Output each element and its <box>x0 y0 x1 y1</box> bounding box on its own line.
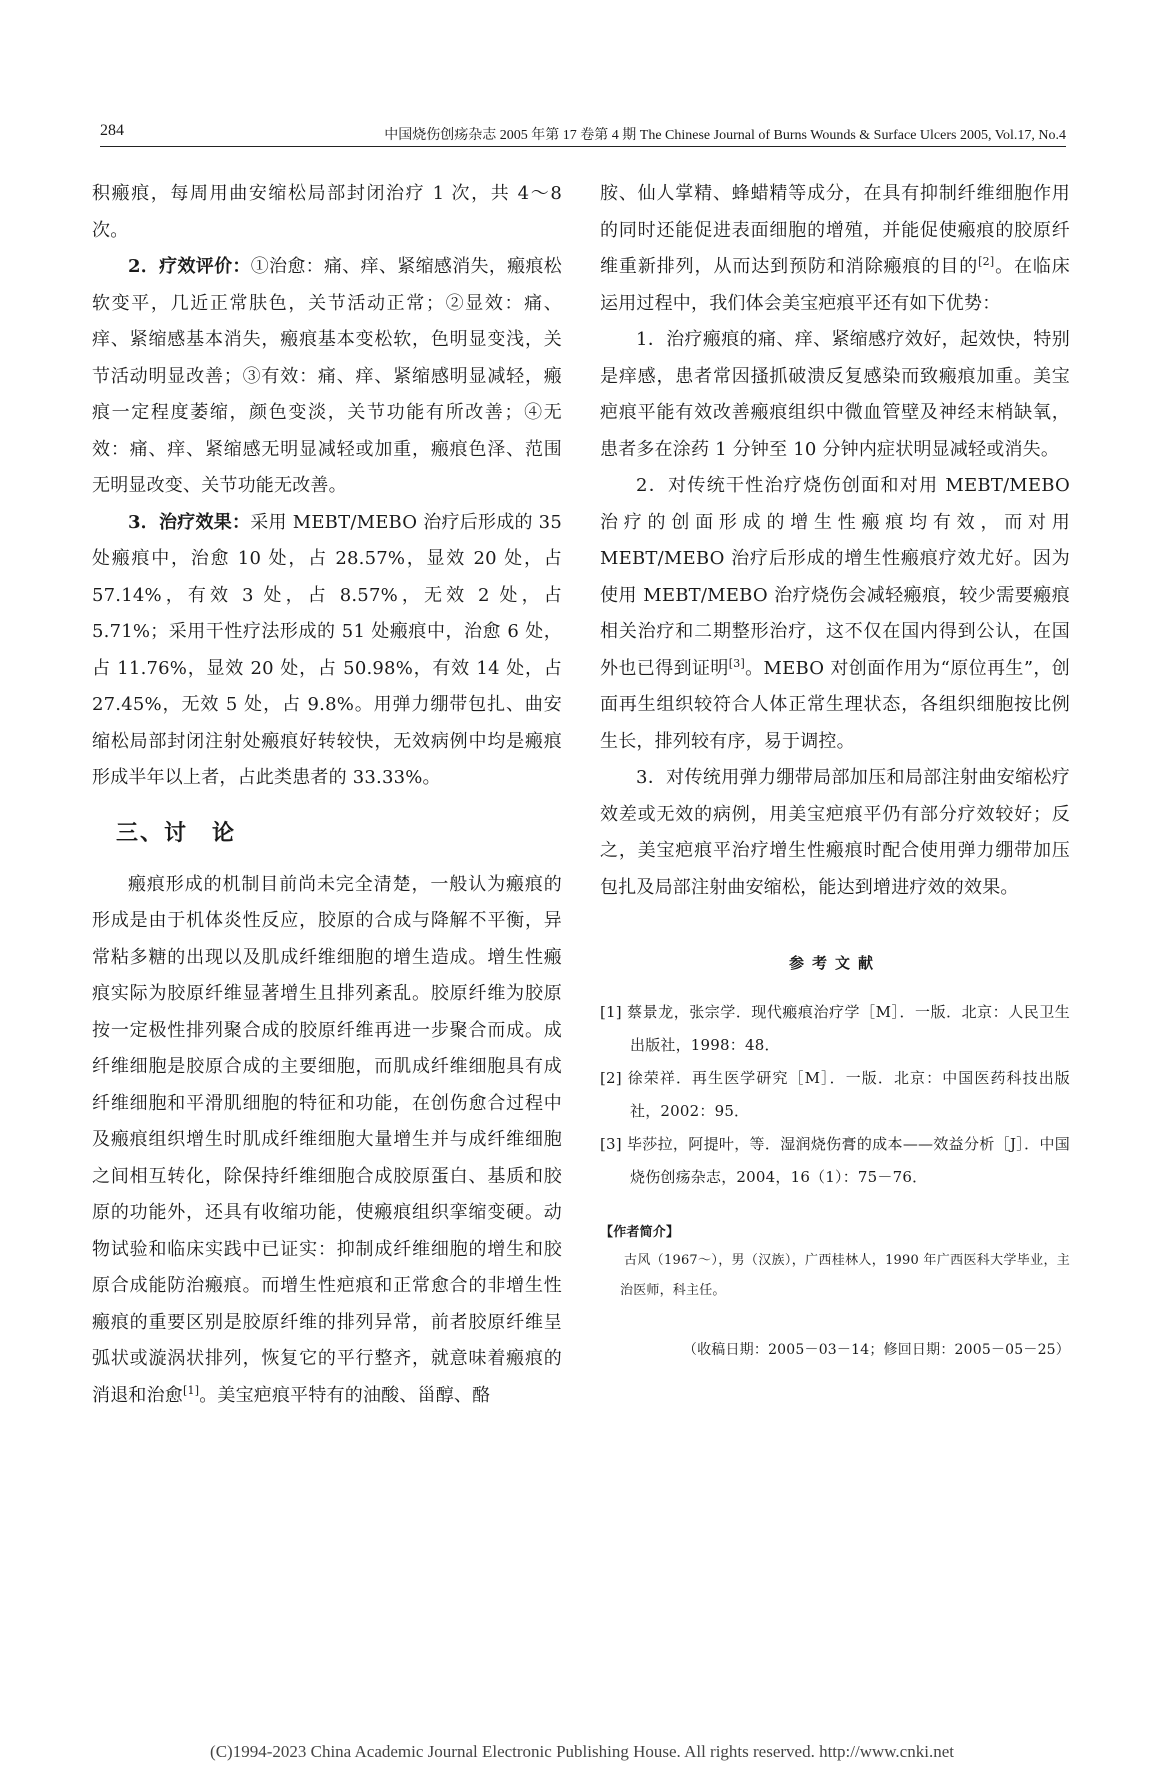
citation-3: [3] <box>728 656 745 670</box>
paragraph-treatment-results <box>92 505 562 797</box>
reference-item: [2] 徐荣祥．再生医学研究［M］．一版．北京：中国医药科技出版社，2002：95． <box>600 1069 1070 1120</box>
left-column <box>92 176 562 1414</box>
efficacy-criteria-text: ①治愈：痛、痒、紧缩感消失，瘢痕松软变平，几近正常肤色，关节活动正常；②显效：痛、痒、紧缩感基本消失，瘢痕基本变松软，色明显变浅，关节活动明显改善；③有效：痛、痒、紧缩感明显减轻，瘢痕一定程度萎缩，颜色变淡，关节功能有所改善；④无效：痛、痒、紧缩感无明显减轻或加重，瘢痕色泽、范围无明显改变、关节功能无改善。 <box>92 256 562 496</box>
paragraph-discussion <box>92 867 562 1415</box>
right-column <box>600 176 1070 1364</box>
author-info-heading: 【作者简介】 <box>600 1225 680 1240</box>
paragraph-advantage-3: 3．对传统用弹力绷带局部加压和局部注射曲安缩松疗效差或无效的病例，用美宝疤痕平仍有部分疗效较好；反之，美宝疤痕平治疗增生性瘢痕时配合使用弹力绷带加压包扎及局部注射曲安缩松，能达到增进疗效的效果。 <box>600 767 1070 898</box>
paragraph-efficacy-criteria <box>92 249 562 505</box>
paragraph-treatment-cont: 积瘢痕，每周用曲安缩松局部封闭治疗 1 次，共 4～8 次。 <box>92 183 562 241</box>
discussion-cont-b: 。在临床运用过程中，我们体会美宝疤痕平还有如下优势： <box>600 256 1070 314</box>
page-number: 284 <box>100 122 124 139</box>
received-dates: （收稿日期：2005－03－14；修回日期：2005－05－25） <box>682 1342 1070 1358</box>
citation-2: [2] <box>978 255 995 268</box>
discussion-cont-a: 胺、仙人掌精、蜂蜡精等成分，在具有抑制纤维细胞作用的同时还能促进表面细胞的增殖，并能促使瘢痕的胶原纤维重新排列，从而达到预防和消除瘢痕的目的 <box>600 183 1070 277</box>
author-info-text: 古风（1967～），男（汉族），广西桂林人，1990 年广西医科大学毕业，主治医师，科主任。 <box>620 1253 1070 1298</box>
advantage-2-a: 2．对传统干性治疗烧伤创面和对用 MEBT/MEBO 治疗的创面形成的增生性瘢痕均有效，而对用 MEBT/MEBO 治疗后形成的增生性瘢痕疗效尤好。因为使用 MEBT/MEBO 治疗烧伤会减轻瘢痕，较少需要瘢痕相关治疗和二期整形治疗，这不仅在国内得到公认，在国外也已得到证明 <box>600 475 1070 679</box>
running-header: 中国烧伤创疡杂志 2005 年第 17 卷第 4 期 The Chinese Journal of Burns Wounds & Surface Ulcers 2005, Vol.17, No.4 <box>384 128 1066 143</box>
efficacy-criteria-label: 2．疗效评价： <box>128 256 251 277</box>
header-rule <box>100 146 1066 147</box>
reference-item: [1] 蔡景龙，张宗学．现代瘢痕治疗学［M］．一版．北京：人民卫生出版社，1998：48． <box>600 1003 1070 1054</box>
advantage-2-b: 。MEBO 对创面作用为“原位再生”，创面再生组织较符合人体正常生理状态，各组织细胞按比例生长，排列较有序，易于调控。 <box>600 657 1071 752</box>
paragraph-advantage-1: 1．治疗瘢痕的痛、痒、紧缩感疗效好，起效快，特别是痒感，患者常因搔抓破溃反复感染而致瘢痕加重。美宝疤痕平能有效改善瘢痕组织中微血管壁及神经末梢缺氧，患者多在涂药 1 分钟至 10 分钟内症状明显减轻或消失。 <box>600 329 1070 460</box>
discussion-text-b: 。美宝疤痕平特有的油酸、甾醇、酪 <box>199 1384 491 1406</box>
references-heading: 参考文献 <box>788 954 881 972</box>
treatment-results-label: 3．治疗效果： <box>128 511 251 533</box>
section-heading-discussion: 三、讨 论 <box>116 819 237 846</box>
discussion-text-a: 瘢痕形成的机制目前尚未完全清楚，一般认为瘢痕的形成是由于机体炎性反应，胶原的合成与降解不平衡，异常粘多糖的出现以及肌成纤维细胞的增生造成。增生性瘢痕实际为胶原纤维显著增生且排列紊乱。胶原纤维为胶原按一定极性排列聚合成的胶原纤维再进一步聚合而成。成纤维细胞是胶原合成的主要细胞，而肌成纤维细胞具有成纤维细胞和平滑肌细胞的特征和功能，在创伤愈合过程中及瘢痕组织增生时肌成纤维细胞大量增生并与成纤维细胞之间相互转化，除保持纤维细胞合成胶原蛋白、基质和胶原的功能外，还具有收缩功能，使瘢痕组织挛缩变硬。动物试验和临床实践中已证实：抑制成纤维细胞的增生和胶原合成能防治瘢痕。而增生性疤痕和正常愈合的非增生性瘢痕的重要区别是胶原纤维的排列异常，前者胶原纤维呈弧状或漩涡状排列，恢复它的平行整齐，就意味着瘢痕的消退和治愈 <box>92 873 562 1406</box>
paragraph-advantage-2 <box>600 468 1070 760</box>
treatment-results-text: 采用 MEBT/MEBO 治疗后形成的 35 处瘢痕中，治愈 10 处，占 28.57%，显效 20 处，占 57.14%，有效 3 处，占 8.57%，无效 2 处，占 5.71%；采用干性疗法形成的 51 处瘢痕中，治愈 6 处，占 11.76%，显效 20 处，占 50.98%，有效 14 处，占 27.45%，无效 5 处，占 9.8%。用弹力绷带包扎、曲安缩松局部封闭注射处瘢痕好转较快，无效病例中均是瘢痕形成半年以上者，占此类患者的 33.33%。 <box>92 511 562 788</box>
paragraph-discussion-cont <box>600 176 1070 322</box>
citation-1: [1] <box>183 1383 200 1397</box>
reference-item: [3] 毕莎拉，阿提叶，等．湿润烧伤膏的成本——效益分析［J］．中国烧伤创疡杂志，2004，16（1）：75－76． <box>600 1135 1070 1186</box>
copyright-footer: (C)1994-2023 China Academic Journal Electronic Publishing House. All rights reserved. http://www.cnki.net <box>210 1742 954 1761</box>
